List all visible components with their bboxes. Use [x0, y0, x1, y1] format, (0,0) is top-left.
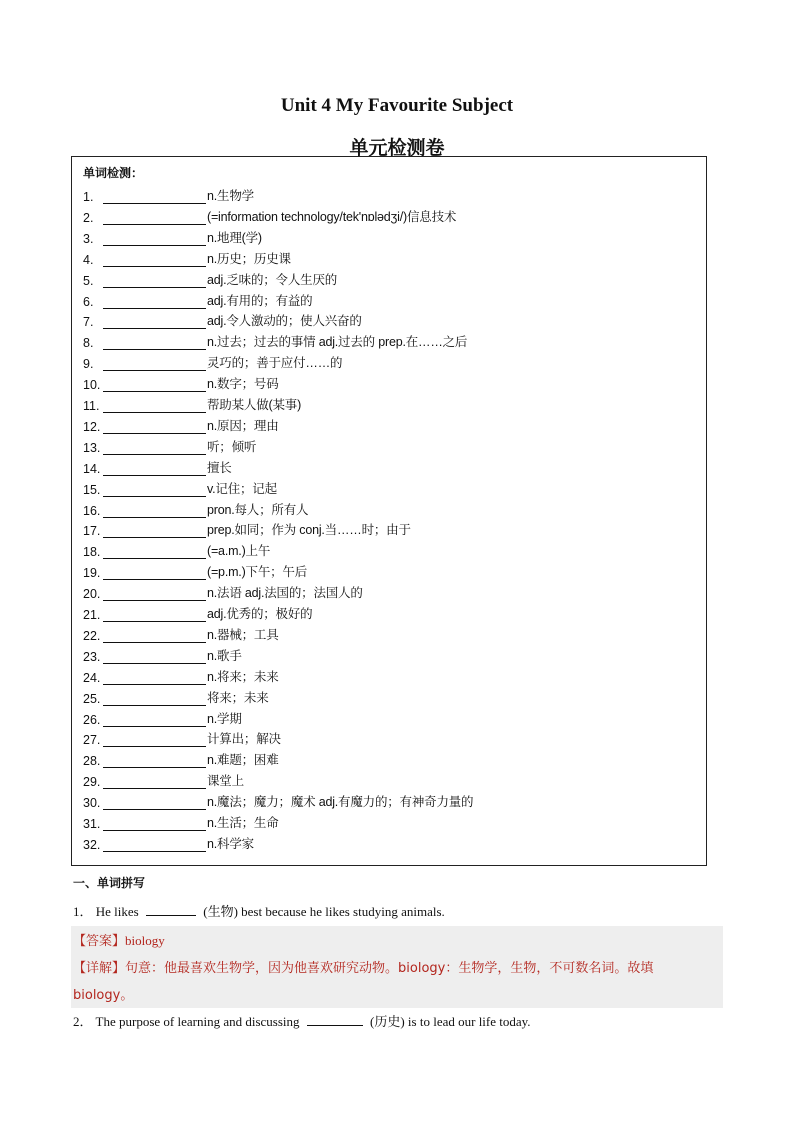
vocab-answer-blank[interactable]	[103, 231, 206, 246]
vocab-item	[83, 646, 242, 664]
vocab-answer-blank[interactable]	[103, 816, 206, 831]
vocab-item	[83, 353, 342, 371]
vocab-item	[83, 437, 256, 455]
vocab-answer-blank[interactable]	[103, 314, 206, 329]
question-1	[73, 901, 445, 920]
vocab-answer-blank[interactable]	[103, 377, 206, 392]
vocab-item	[83, 291, 312, 309]
vocab-answer-blank[interactable]	[103, 670, 206, 685]
vocab-item-meaning: n.魔法；魔力；魔术 adj.有魔力的；有神奇力量的	[207, 795, 474, 810]
vocab-item-number: 4.	[83, 252, 94, 267]
vocab-item-number: 18.	[83, 545, 101, 560]
vocab-item-meaning: 帮助某人做(某事)	[207, 398, 302, 412]
vocab-item-meaning: n.生物学	[207, 189, 254, 203]
vocab-answer-blank[interactable]	[103, 356, 206, 371]
question-text-before: He likes	[95, 904, 139, 919]
vocab-answer-blank[interactable]	[103, 649, 206, 664]
vocab-item-meaning: n.历史；历史课	[207, 251, 291, 266]
vocab-item-number: 24.	[83, 670, 101, 685]
vocab-item-number: 1.	[83, 190, 94, 204]
vocab-item-meaning: n.原因；理由	[207, 418, 279, 433]
vocab-item-number: 28.	[83, 754, 101, 769]
vocab-item-meaning: n.数字；号码	[207, 377, 279, 392]
vocab-item-meaning: (=a.m.)上午	[207, 544, 271, 559]
vocab-item-number: 5.	[83, 273, 94, 288]
vocab-item-meaning: 灵巧的；善于应付……的	[207, 356, 343, 371]
explanation-line-2	[73, 984, 133, 1003]
question-text-after: (历史) is to lead our life today.	[370, 1014, 531, 1029]
vocab-answer-blank[interactable]	[103, 461, 206, 476]
vocab-item-number: 19.	[83, 566, 101, 581]
vocab-item-number: 23.	[83, 649, 101, 664]
vocab-item	[83, 541, 270, 559]
vocab-item-meaning: n.歌手	[207, 648, 242, 663]
vocab-item	[83, 792, 473, 810]
vocab-item-meaning: adj.令人激动的；使人兴奋的	[207, 314, 362, 329]
vocab-answer-blank[interactable]	[103, 210, 206, 225]
vocab-item-meaning: (=information technology/tek'nɒlədʒi/)信息技术	[207, 209, 457, 224]
vocab-answer-blank[interactable]	[103, 565, 206, 580]
vocab-answer-blank[interactable]	[103, 523, 206, 538]
vocab-item-meaning: n.过去；过去的事情 adj.过去的 prep.在……之后	[207, 335, 468, 350]
vocab-item	[83, 625, 279, 643]
vocab-item-number: 22.	[83, 628, 101, 643]
vocab-item-meaning: 课堂上	[207, 774, 244, 789]
vocab-item-number: 31.	[83, 817, 101, 831]
vocab-item-number: 15.	[83, 482, 101, 497]
vocab-answer-blank[interactable]	[103, 691, 206, 706]
vocab-item	[83, 604, 312, 622]
vocab-item	[83, 374, 279, 392]
vocab-item	[83, 416, 279, 434]
vocab-item-number: 32.	[83, 837, 101, 852]
vocab-item	[83, 311, 362, 329]
vocab-item-meaning: prep.如同；作为 conj.当……时；由于	[207, 523, 411, 538]
explanation-line-1	[73, 957, 653, 976]
vocab-answer-blank[interactable]	[103, 544, 206, 559]
vocab-answer-blank[interactable]	[103, 252, 206, 267]
vocab-answer-blank[interactable]	[103, 482, 206, 497]
vocab-item	[83, 688, 269, 706]
vocab-answer-blank[interactable]	[103, 398, 206, 413]
vocab-answer-blank[interactable]	[103, 732, 206, 747]
vocab-item-meaning: adj.有用的；有益的	[207, 293, 313, 308]
vocab-item-number: 12.	[83, 419, 101, 434]
vocab-heading: 单词检测：	[83, 166, 144, 180]
vocab-item-meaning: n.生活；生命	[207, 816, 279, 830]
vocab-item-number: 29.	[83, 775, 101, 790]
vocab-item-number: 13.	[83, 440, 101, 455]
vocab-item-number: 20.	[83, 587, 101, 602]
vocab-item-number: 17.	[83, 524, 101, 539]
vocab-item-meaning: adj.优秀的；极好的	[207, 607, 313, 621]
vocab-answer-blank[interactable]	[103, 503, 206, 518]
vocab-item	[83, 500, 308, 518]
vocab-item	[83, 228, 262, 246]
vocab-item-meaning: adj.乏味的；令人生厌的	[207, 272, 338, 287]
vocab-item-meaning: n.器械；工具	[207, 627, 279, 642]
vocab-answer-blank[interactable]	[103, 335, 206, 350]
vocab-answer-blank[interactable]	[103, 419, 206, 434]
section-title: 一、单词拼写	[73, 876, 146, 890]
vocab-answer-blank[interactable]	[103, 440, 206, 455]
question-number: 2．	[73, 1014, 93, 1029]
vocab-item	[83, 834, 254, 852]
explanation-text-continued: biology。	[73, 988, 134, 1003]
vocab-item	[83, 709, 242, 727]
vocab-item	[83, 771, 244, 789]
answer-label: 【答案】	[73, 934, 126, 949]
vocab-item-number: 14.	[83, 461, 101, 476]
vocab-item-number: 8.	[83, 336, 94, 351]
answer-blank[interactable]	[146, 903, 196, 916]
vocab-item-number: 30.	[83, 796, 101, 811]
vocab-test-box	[71, 156, 707, 866]
vocab-item	[83, 395, 301, 413]
vocab-item-meaning: n.地理(学)	[207, 230, 262, 245]
explanation-text: 句意：他最喜欢生物学，因为他喜欢研究动物。biology：生物学，生物，不可数名词。故填	[125, 961, 654, 976]
vocab-item-meaning: 计算出；解决	[207, 732, 281, 747]
vocab-item	[83, 207, 456, 225]
vocab-item-number: 7.	[83, 315, 94, 330]
vocab-item-meaning: v.记住；记起	[207, 481, 277, 496]
vocab-answer-blank[interactable]	[103, 607, 206, 622]
vocab-item-number: 2.	[83, 210, 94, 225]
vocab-item-meaning: 将来；未来	[207, 690, 269, 705]
vocab-item	[83, 249, 291, 267]
vocab-item	[83, 583, 363, 601]
explanation-label: 【详解】	[73, 961, 126, 976]
vocab-item-meaning: n.难题；困难	[207, 753, 279, 768]
vocab-answer-blank[interactable]	[103, 712, 206, 727]
vocab-item-meaning: (=p.m.)下午；午后	[207, 565, 308, 580]
vocab-answer-blank[interactable]	[103, 294, 206, 309]
vocab-item-number: 16.	[83, 503, 101, 518]
answer-value: biology	[125, 933, 165, 948]
vocab-item-meaning: n.法语 adj.法国的；法国人的	[207, 586, 363, 601]
vocab-item-number: 26.	[83, 712, 101, 727]
vocab-answer-blank[interactable]	[103, 774, 206, 789]
vocab-item-meaning: 听；倾听	[207, 439, 257, 454]
vocab-item-meaning: pron.每人；所有人	[207, 502, 309, 517]
vocab-item-number: 10.	[83, 378, 101, 393]
vocab-item-number: 6.	[83, 294, 94, 309]
vocab-item	[83, 270, 337, 288]
vocab-item	[83, 813, 279, 831]
vocab-item	[83, 750, 279, 768]
vocab-item-meaning: n.学期	[207, 711, 242, 726]
vocab-item-meaning: 擅长	[207, 460, 232, 475]
vocab-item-meaning: n.科学家	[207, 836, 254, 851]
answer-blank[interactable]	[307, 1013, 363, 1026]
vocab-item	[83, 479, 277, 497]
vocab-item-number: 21.	[83, 608, 101, 622]
vocab-answer-blank[interactable]	[103, 837, 206, 852]
question-text-after: (生物) best because he likes studying animals.	[203, 904, 445, 919]
vocab-item-number: 3.	[83, 231, 94, 246]
question-2	[73, 1011, 531, 1030]
vocab-answer-blank[interactable]	[103, 273, 206, 288]
vocab-answer-blank[interactable]	[103, 753, 206, 768]
vocab-item-number: 25.	[83, 691, 101, 706]
answer-line	[73, 930, 165, 949]
vocab-item	[83, 520, 411, 538]
question-number: 1．	[73, 904, 93, 919]
vocab-item-number: 27.	[83, 733, 101, 748]
answer-panel	[71, 926, 723, 1008]
vocab-item	[83, 458, 232, 476]
page-title: Unit 4 My Favourite Subject	[280, 95, 514, 116]
vocab-item	[83, 186, 254, 204]
page-subtitle: 单元检测卷	[349, 137, 445, 159]
vocab-item	[83, 729, 281, 747]
vocab-answer-blank[interactable]	[103, 628, 206, 643]
vocab-item-number: 9.	[83, 357, 94, 372]
vocab-item	[83, 667, 279, 685]
vocab-item-meaning: n.将来；未来	[207, 669, 279, 684]
question-text-before: The purpose of learning and discussing	[95, 1014, 300, 1029]
vocab-answer-blank[interactable]	[103, 795, 206, 810]
vocab-answer-blank[interactable]	[103, 189, 206, 204]
vocab-item-number: 11.	[83, 399, 100, 413]
vocab-item	[83, 332, 467, 350]
vocab-answer-blank[interactable]	[103, 586, 206, 601]
vocab-item	[83, 562, 307, 580]
